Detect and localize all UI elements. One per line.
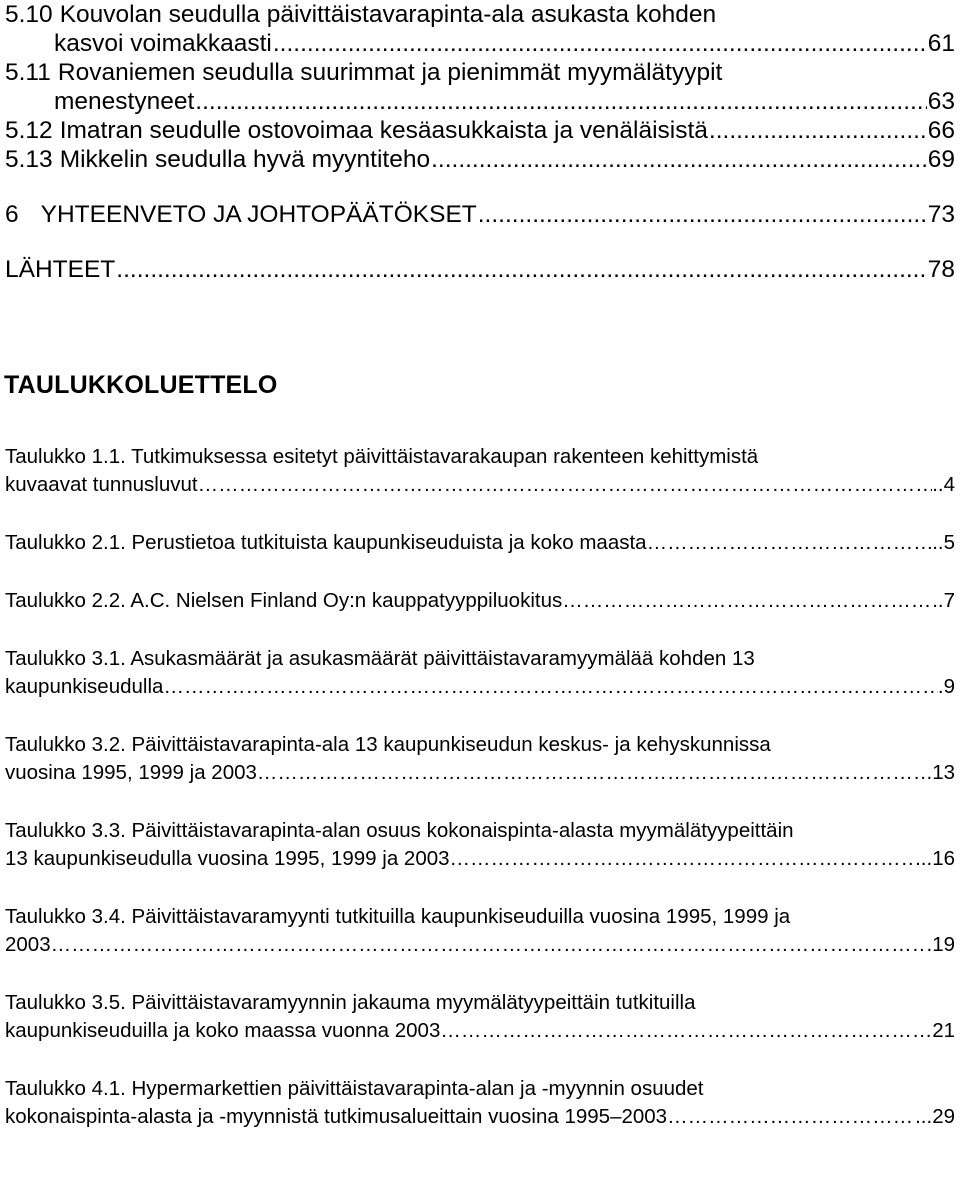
table-title-line: kaupunkiseudulla [5,675,164,698]
toc-number: 5.13 [5,146,53,173]
table-leader-end: ... [915,847,933,870]
toc-number: 5.12 [5,117,53,144]
table-leader-end: .. [932,531,944,554]
toc-entry-5-12[interactable] [0,116,955,145]
toc-title: LÄHTEET [5,256,116,283]
table-title-line: kuvaavat tunnusluvut [5,473,198,496]
toc-number: 5.11 [5,59,51,86]
table-title-line: Taulukko 3.3. Päivittäistavarapinta-alan osuus kokonaispinta-alasta myymälätyypeittäin [5,819,794,842]
table-page-number: 21 [932,1019,955,1042]
table-page-number: 4 [943,473,955,496]
toc-title: menestyneet [54,88,195,115]
table-title-line: Taulukko 2.1. Perustietoa tutkituista kaupunkiseuduista ja koko maasta [5,531,647,554]
toc-number: 5.10 [5,1,53,28]
table-title-line: vuosina 1995, 1999 ja 2003 [5,761,257,784]
toc-page-number: 69 [927,146,955,173]
toc-leader-dots [195,87,926,116]
table-entry-2-2[interactable] [5,587,955,615]
table-title-line: Taulukko 3.4. Päivittäistavaramyynti tutkituilla kaupunkiseuduilla vuosina 1995, 1999 ja [5,905,791,928]
table-page-number: 16 [932,847,955,870]
table-page-number: 13 [932,761,955,784]
toc-leader-dots [273,29,927,58]
table-leader-end: . [926,933,933,956]
toc-page-number: 73 [927,201,955,228]
table-entry-3-4[interactable] [5,903,955,959]
table-leader [257,759,927,787]
toc-title: Imatran seudulle ostovoimaa kesäasukkaista ja venäläisistä [59,117,708,144]
table-page-number: 7 [943,589,955,612]
table-entry-3-2[interactable] [5,731,955,787]
toc-page-number: 78 [927,256,955,283]
table-entry-4-1[interactable] [5,1075,955,1131]
table-title-line: 13 kaupunkiseudulla vuosina 1995, 1999 ja 2003 [5,847,450,870]
toc-leader-dots [116,255,926,284]
table-entry-3-1[interactable] [5,645,955,701]
toc-page-number: 61 [927,30,955,57]
toc-entry-5-10[interactable] [0,0,955,29]
table-title-line: 2003 [5,933,51,956]
toc-leader-dots [431,145,927,174]
toc-entry-sources[interactable] [0,255,955,284]
toc-page-number: 63 [927,88,955,115]
table-page-number: 29 [932,1105,955,1128]
table-title-line: Taulukko 2.2. A.C. Nielsen Finland Oy:n kauppatyyppiluokitus [5,589,563,612]
table-leader-end: . [937,675,944,698]
table-entry-3-3[interactable] [5,817,955,873]
toc-entry-5-11-cont[interactable] [0,87,955,116]
table-title-line: Taulukko 3.5. Päivittäistavaramyynnin jakauma myymälätyypeittäin tutkituilla [5,991,696,1014]
toc-title: YHTEENVETO JA JOHTOPÄÄTÖKSET [40,201,477,228]
toc-entry-5-11[interactable] [0,58,955,87]
toc-title: Rovaniemen seudulla suurimmat ja pienimmät myymälätyypit [57,59,723,86]
toc-entry-5-13[interactable] [0,145,955,174]
table-leader-end: ... [915,1105,933,1128]
table-title-line: Taulukko 3.2. Päivittäistavarapinta-ala 13 kaupunkiseudun keskus- ja kehyskunnissa [5,733,771,756]
toc-number: 6 [5,201,19,228]
tables-list-heading: TAULUKKOLUETTELO [4,371,278,399]
tables-list [5,443,955,1161]
table-title-line: kaupunkiseuduilla ja koko maassa vuonna 2003 [5,1019,441,1042]
table-leader [198,471,933,499]
table-title-line: Taulukko 3.1. Asukasmäärät ja asukasmäärät päivittäistavaramyymälää kohden 13 [5,647,755,670]
table-entry-1-1[interactable] [5,443,955,499]
toc-title: kasvoi voimakkaasti [54,30,272,57]
table-page-number: 19 [932,933,955,956]
toc-entry-6[interactable] [0,200,955,229]
toc-page-number: 66 [927,117,955,144]
table-leader [562,587,932,615]
toc-title: Kouvolan seudulla päivittäistavarapinta-ala asukasta kohden [59,1,717,28]
table-leader [51,931,927,959]
table-leader [163,673,937,701]
toc-leader-dots [478,200,927,229]
table-title-line: kokonaispinta-alasta ja -myynnistä tutkimusalueittain vuosina 1995–2003 [5,1105,668,1128]
table-page-number: 9 [943,675,955,698]
table-of-contents [0,0,955,284]
toc-title: Mikkelin seudulla hyvä myyntiteho [59,146,431,173]
table-leader [440,1017,932,1045]
table-leader-end: . [926,761,933,784]
table-page-number: 5 [943,531,955,554]
toc-entry-5-10-cont[interactable] [0,29,955,58]
table-entry-3-5[interactable] [5,989,955,1045]
table-title-line: Taulukko 1.1. Tutkimuksessa esitetyt päivittäistavarakaupan rakenteen kehittymistä [5,445,759,468]
table-leader [647,529,933,557]
table-entry-2-1[interactable] [5,529,955,557]
table-title-line: Taulukko 4.1. Hypermarkettien päivittäistavarapinta-alan ja -myynnin osuudet [5,1077,704,1100]
table-leader [450,845,916,873]
table-leader-end: .. [932,473,944,496]
table-leader-end: .. [932,589,944,612]
table-leader [667,1103,915,1131]
toc-leader-dots [709,116,927,145]
